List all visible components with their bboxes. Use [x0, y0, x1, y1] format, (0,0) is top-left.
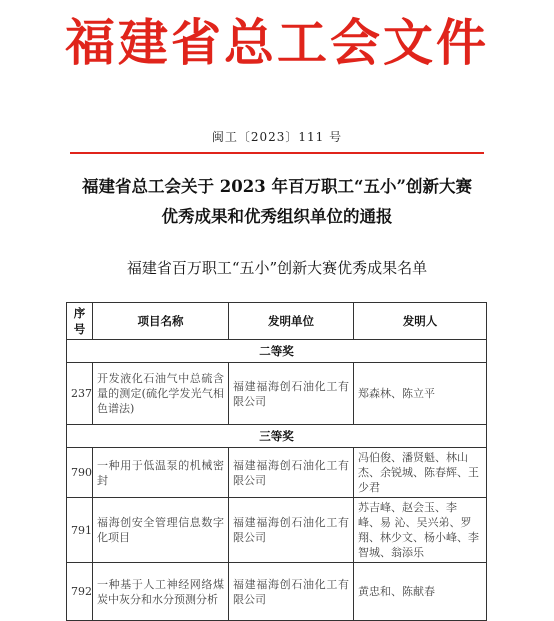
row-number: 792: [67, 563, 93, 621]
row-inventors: 黄忠和、陈献春: [354, 563, 487, 621]
notice-title: [40, 172, 514, 232]
row-unit: 福建福海创石油化工有限公司: [229, 498, 354, 563]
header-inventors: 发明人: [354, 303, 487, 340]
row-project-name: 开发液化石油气中总硫含量的测定(硫化学发光气相色谱法): [93, 363, 229, 425]
table-row: [67, 563, 487, 621]
row-number: 237: [67, 363, 93, 425]
row-number: 790: [67, 448, 93, 498]
row-project-name: 一种基于人工神经网络煤炭中灰分和水分预测分析: [93, 563, 229, 621]
row-number: 791: [67, 498, 93, 563]
row-unit: 福建福海创石油化工有限公司: [229, 448, 354, 498]
row-inventors: 冯伯俊、潘贤魁、林山杰、余锐城、陈春辉、王少君: [354, 448, 487, 498]
row-unit: 福建福海创石油化工有限公司: [229, 563, 354, 621]
header-unit: 发明单位: [229, 303, 354, 340]
row-inventors: 郑森林、陈立平: [354, 363, 487, 425]
table-header-row: [67, 303, 487, 340]
row-inventors: 苏吉峰、赵会玉、李 峰、易 沁、吴兴弟、罗 翔、林少文、杨小峰、李智城、翁添乐: [354, 498, 487, 563]
header-project-name: 项目名称: [93, 303, 229, 340]
group-third-prize: 三等奖: [67, 425, 487, 448]
group-row-third-prize: [67, 425, 487, 448]
notice-title-line-2: 优秀成果和优秀组织单位的通报: [161, 207, 393, 226]
awards-table: [66, 302, 487, 621]
table-row: [67, 363, 487, 425]
red-divider-line: [70, 152, 484, 154]
document-number: 闽工〔2023〕111 号: [211, 130, 343, 144]
notice-title-line-1: 福建省总工会关于 2023 年百万职工“五小”创新大赛: [82, 177, 472, 196]
row-project-name: 一种用于低温泵的机械密封: [93, 448, 229, 498]
group-row-second-prize: [67, 340, 487, 363]
row-project-name: 福海创安全管理信息数字化项目: [93, 498, 229, 563]
table-row: [67, 498, 487, 563]
table-row: [67, 448, 487, 498]
header-number: 序号: [67, 303, 93, 340]
group-second-prize: 二等奖: [67, 340, 487, 363]
list-title: 福建省百万职工“五小”创新大赛优秀成果名单: [126, 259, 428, 277]
masthead-title: 福建省总工会文件: [65, 14, 489, 72]
row-unit: 福建福海创石油化工有限公司: [229, 363, 354, 425]
